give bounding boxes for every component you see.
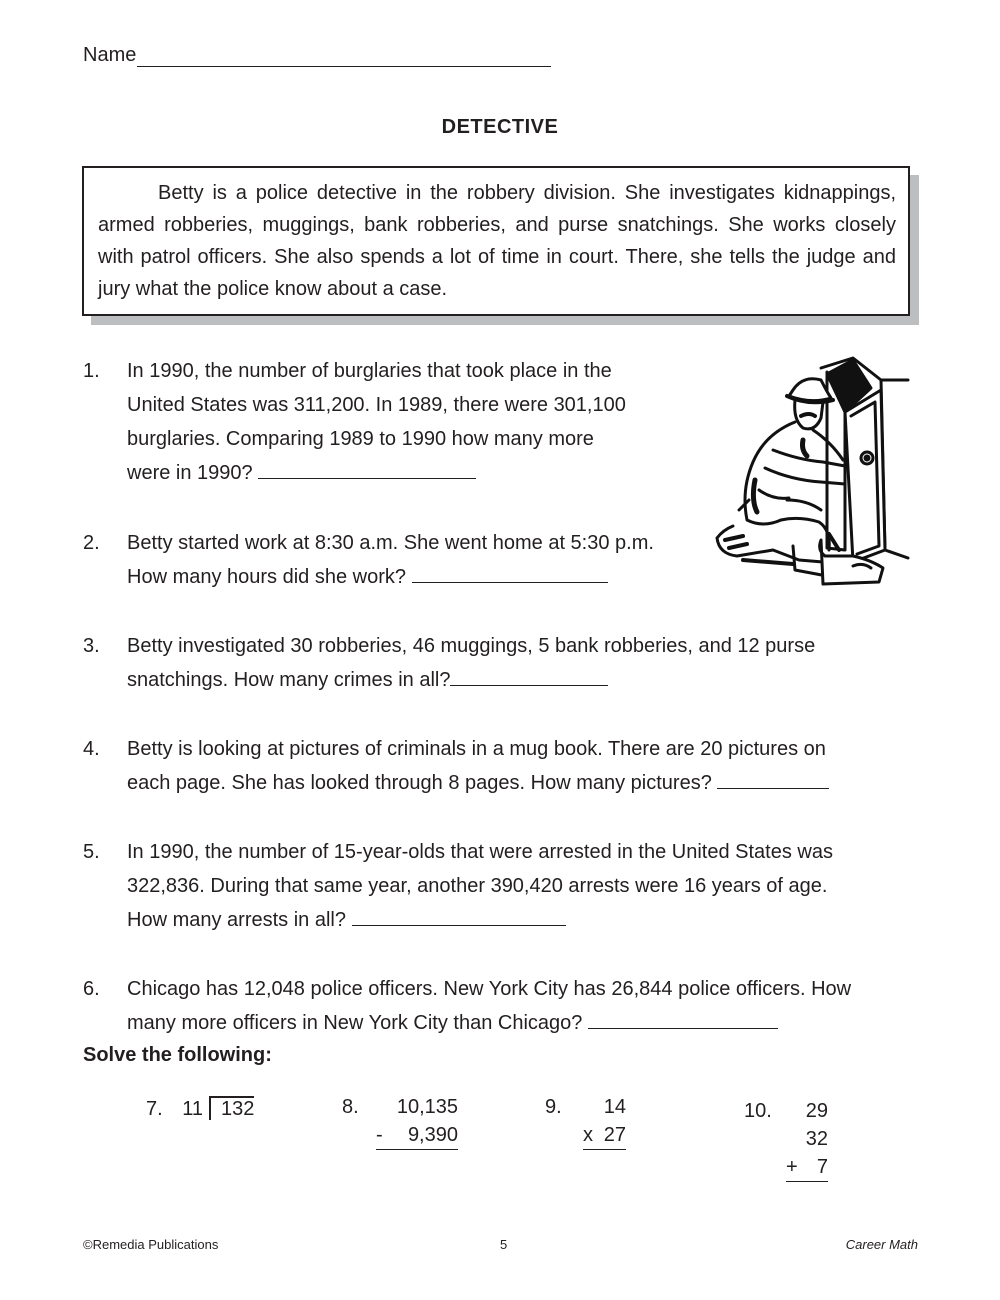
burglar-safe-illustration: [703, 350, 915, 588]
question-line-with-answer: [127, 903, 833, 937]
question-line: snatchings. How many crimes in all?: [127, 669, 451, 691]
subtrahend-row: [376, 1121, 458, 1150]
answer-blank-5[interactable]: [352, 903, 566, 926]
addend-3-row: [786, 1153, 828, 1182]
operator: -: [376, 1124, 383, 1146]
question-text: [127, 354, 626, 490]
addend-1: 29: [805, 1100, 828, 1122]
problem-10: [744, 1097, 828, 1178]
question-line: How many hours did she work?: [127, 566, 407, 588]
question-line-with-answer: [127, 1006, 851, 1040]
operator: x: [583, 1124, 593, 1146]
operator: +: [786, 1156, 798, 1178]
multiplier-row: [583, 1121, 626, 1150]
question-number: 4.: [83, 738, 100, 760]
problem-number: 10.: [744, 1100, 772, 1122]
question-line: Betty is looking at pictures of criminals in a mug book. There are 20 pictures on: [127, 738, 826, 760]
minuend: 10,135: [396, 1096, 458, 1118]
problem-7: [146, 1095, 254, 1123]
title-text: DETECTIVE: [441, 116, 559, 138]
question-text: [127, 629, 815, 697]
question-number: 5.: [83, 841, 100, 863]
question-line: In 1990, the number of burglaries that took place in the: [127, 360, 612, 382]
question-text: [127, 972, 851, 1040]
question-line-with-answer: [127, 663, 815, 697]
problem-9: [545, 1093, 626, 1146]
answer-blank-4[interactable]: [717, 766, 829, 789]
answer-blank-2[interactable]: [412, 560, 608, 583]
division-bracket: [209, 1096, 254, 1120]
answer-blank-6[interactable]: [588, 1006, 778, 1029]
question-line: How many arrests in all?: [127, 909, 346, 931]
addend-2: 32: [805, 1128, 828, 1150]
footer-book-title: Career Math: [845, 1237, 918, 1252]
question-line: were in 1990?: [127, 462, 253, 484]
question-line: Chicago has 12,048 police officers. New York City has 26,844 police officers. How: [127, 978, 852, 1000]
question-number: 6.: [83, 978, 100, 1000]
question-line: United States was 311,200. In 1989, there were 301,100: [127, 394, 626, 416]
subtrahend: 9,390: [407, 1124, 458, 1146]
intro-box: [82, 166, 910, 316]
divisor: 11: [182, 1098, 204, 1120]
question-line: Betty investigated 30 robberies, 46 muggings, 5 bank robberies, and 12 purse: [127, 635, 816, 657]
problem-number: 9.: [545, 1096, 562, 1118]
question-line-with-answer: [127, 456, 626, 490]
dividend: 132: [221, 1098, 255, 1120]
multiplicand: 14: [603, 1096, 626, 1118]
question-line: Betty started work at 8:30 a.m. She went home at 5:30 p.m.: [127, 532, 654, 554]
question-line: many more officers in New York City than Chicago?: [127, 1012, 583, 1034]
question-line: In 1990, the number of 15-year-olds that were arrested in the United States was: [127, 841, 833, 863]
name-label: Name: [83, 44, 137, 66]
footer-publisher: ©Remedia Publications: [83, 1237, 219, 1252]
problem-8: [342, 1093, 458, 1146]
solve-heading: Solve the following:: [83, 1044, 272, 1066]
question-number: 3.: [83, 635, 100, 657]
multiplier: 27: [603, 1124, 626, 1146]
question-number: 2.: [83, 532, 100, 554]
question-line: burglaries. Comparing 1989 to 1990 how many more: [127, 428, 594, 450]
page-title: [0, 116, 1000, 139]
answer-blank-3[interactable]: [450, 663, 608, 686]
question-text: [127, 526, 654, 594]
name-blank[interactable]: [137, 46, 551, 67]
question-line: 322,836. During that same year, another 390,420 arrests were 16 years of age.: [127, 875, 828, 897]
problem-number: 8.: [342, 1096, 359, 1118]
addend-3: 7: [816, 1156, 828, 1178]
answer-blank-1[interactable]: [258, 456, 476, 479]
footer-page-number: 5: [500, 1237, 508, 1252]
intro-paragraph: [98, 177, 896, 305]
intro-text: Betty is a police detective in the robbery division. She investigates kidnappings, armed robberies, muggings, bank robberies, and purse snatchings. She works closely with patrol officers. She also spends a lot of time in court. There, she tells the judge and jury what the police know about a case.: [98, 182, 896, 300]
burglar-opening-safe-icon: [703, 350, 915, 588]
question-text: [127, 732, 829, 800]
question-number: 1.: [83, 360, 100, 382]
name-field[interactable]: [83, 44, 551, 67]
question-line-with-answer: [127, 560, 654, 594]
question-line: each page. She has looked through 8 pages. How many pictures?: [127, 772, 712, 794]
problem-number: 7.: [146, 1098, 163, 1120]
question-line-with-answer: [127, 766, 829, 800]
question-text: [127, 835, 833, 937]
